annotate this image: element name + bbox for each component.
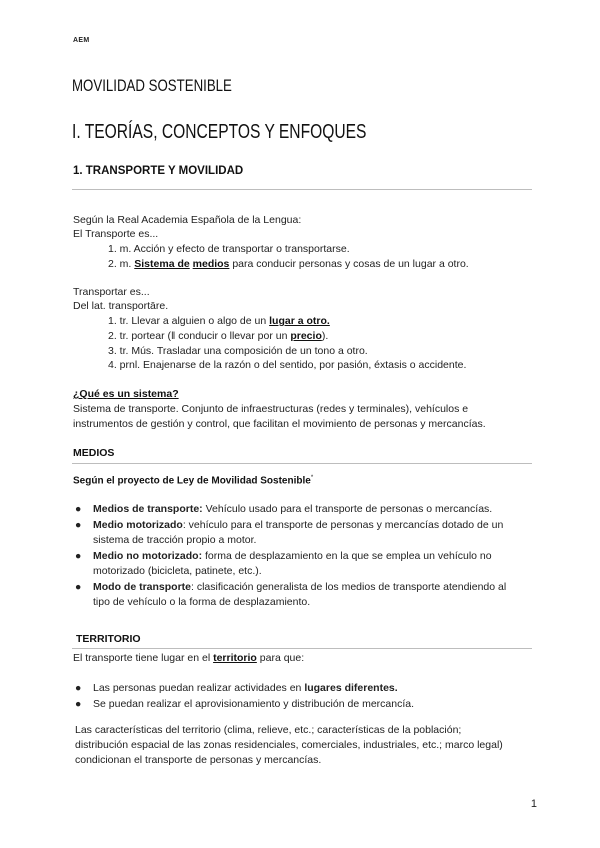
term: Modo de transporte bbox=[93, 581, 192, 593]
bullet-icon: ● bbox=[75, 581, 82, 593]
page-number: 1 bbox=[530, 798, 537, 810]
list-item bbox=[73, 549, 533, 579]
transporte-intro: El Transporte es... bbox=[73, 228, 159, 240]
list-item bbox=[73, 697, 533, 712]
definition: : vehículo para el transporte de personas y mercancías dotado de un bbox=[182, 519, 504, 531]
divider bbox=[72, 189, 532, 190]
transportar-def-3: 3. tr. Mús. Trasladar una composición de un tono a otro. bbox=[108, 345, 368, 357]
rae-intro: Según la Real Academia Española de la Lengua: bbox=[73, 214, 302, 226]
bullet-icon: ● bbox=[75, 698, 82, 710]
territorio-heading: TERRITORIO bbox=[76, 633, 141, 645]
bullet-icon: ● bbox=[75, 682, 82, 694]
definition-cont: tipo de vehículo o la forma de desplazamiento. bbox=[93, 596, 311, 608]
intro-suffix: para que: bbox=[256, 652, 305, 664]
list-item bbox=[73, 580, 533, 610]
transportar-def-4: 4. prnl. Enajenarse de la razón o del sentido, por pasión, éxtasis o accidente. bbox=[108, 359, 467, 371]
definition: : clasificación generalista de los medios de transporte atendiendo al bbox=[191, 581, 507, 593]
def-prefix: 2. m. bbox=[108, 258, 135, 270]
list-item bbox=[73, 681, 533, 696]
sistema-heading-text: ¿Qué es un sistema? bbox=[73, 388, 179, 400]
item-text: Se puedan realizar el aprovisionamiento y distribución de mercancía. bbox=[93, 698, 415, 710]
definition: forma de desplazamiento en la que se emplea un vehículo no bbox=[202, 550, 492, 562]
sistema-de-link[interactable]: Sistema de bbox=[134, 258, 190, 270]
sistema-line-2: instrumentos de gestión y control, que facilitan el movimiento de personas y mercancías. bbox=[73, 418, 486, 430]
definition-cont: motorizado (bicicleta, patinete, etc.). bbox=[93, 565, 262, 577]
list-item bbox=[73, 502, 533, 517]
territorio-list bbox=[73, 681, 533, 713]
term: Medio no motorizado: bbox=[93, 550, 203, 562]
definition-cont: sistema de tracción propio a motor. bbox=[93, 534, 257, 546]
lugar-a-otro-link[interactable]: lugar a otro. bbox=[269, 315, 330, 327]
medios-link[interactable]: medios bbox=[192, 258, 230, 270]
medios-subheading bbox=[73, 475, 313, 486]
territorio-para-2: distribución espacial de las zonas residenciales, comerciales, industriales, etc.; marco legal) bbox=[75, 739, 503, 751]
transportar-def-1 bbox=[108, 313, 330, 329]
term: Medio motorizado bbox=[93, 519, 183, 531]
transporte-def-2 bbox=[108, 256, 469, 272]
item-bold: lugares diferentes. bbox=[304, 682, 398, 694]
bullet-icon: ● bbox=[75, 503, 82, 515]
bullet-icon: ● bbox=[75, 519, 82, 531]
def-suffix: ). bbox=[321, 330, 329, 342]
territorio-para-3: condicionan el transporte de personas y mercancías. bbox=[75, 754, 322, 766]
divider bbox=[72, 648, 532, 649]
territorio-intro bbox=[73, 650, 304, 666]
intro-prefix: El transporte tiene lugar en el bbox=[73, 652, 214, 664]
precio-link[interactable]: precio bbox=[290, 330, 322, 342]
sistema-line-1: Sistema de transporte. Conjunto de infraestructuras (redes y terminales), vehículos e bbox=[73, 403, 469, 415]
term: Medios de transporte: bbox=[93, 503, 203, 515]
definition: Vehículo usado para el transporte de personas o mercancías. bbox=[202, 503, 493, 515]
divider bbox=[72, 463, 532, 464]
transportar-def-2 bbox=[108, 328, 328, 344]
sistema-heading bbox=[73, 386, 179, 402]
transportar-etymology: Del lat. transportāre. bbox=[73, 300, 169, 312]
territorio-para-1: Las características del territorio (clima, relieve, etc.; características de la población; bbox=[75, 724, 462, 736]
transporte-def-1: 1. m. Acción y efecto de transportar o transportarse. bbox=[108, 243, 350, 255]
def-prefix: 1. tr. Llevar a alguien o algo de un bbox=[108, 315, 270, 327]
def-prefix: 2. tr. portear (‖ conducir o llevar por un bbox=[108, 330, 291, 342]
medios-heading: MEDIOS bbox=[73, 447, 115, 459]
footnote-mark: * bbox=[310, 475, 314, 481]
subsection-title: 1. TRANSPORTE Y MOVILIDAD bbox=[73, 165, 244, 177]
medios-subheading-text: Según el proyecto de Ley de Movilidad Sostenible bbox=[73, 475, 311, 487]
territorio-link[interactable]: territorio bbox=[213, 652, 257, 664]
list-item bbox=[73, 518, 533, 548]
def-suffix: para conducir personas y cosas de un lugar a otro. bbox=[229, 258, 469, 270]
transportar-intro: Transportar es... bbox=[73, 286, 150, 298]
item-text: Las personas puedan realizar actividades en bbox=[93, 682, 305, 694]
header-tag: AEM bbox=[73, 37, 90, 44]
section-title: I. TEORÍAS, CONCEPTOS Y ENFOQUES bbox=[72, 121, 367, 143]
medios-list bbox=[73, 502, 533, 611]
document-title: MOVILIDAD SOSTENIBLE bbox=[72, 76, 232, 95]
bullet-icon: ● bbox=[75, 550, 82, 562]
